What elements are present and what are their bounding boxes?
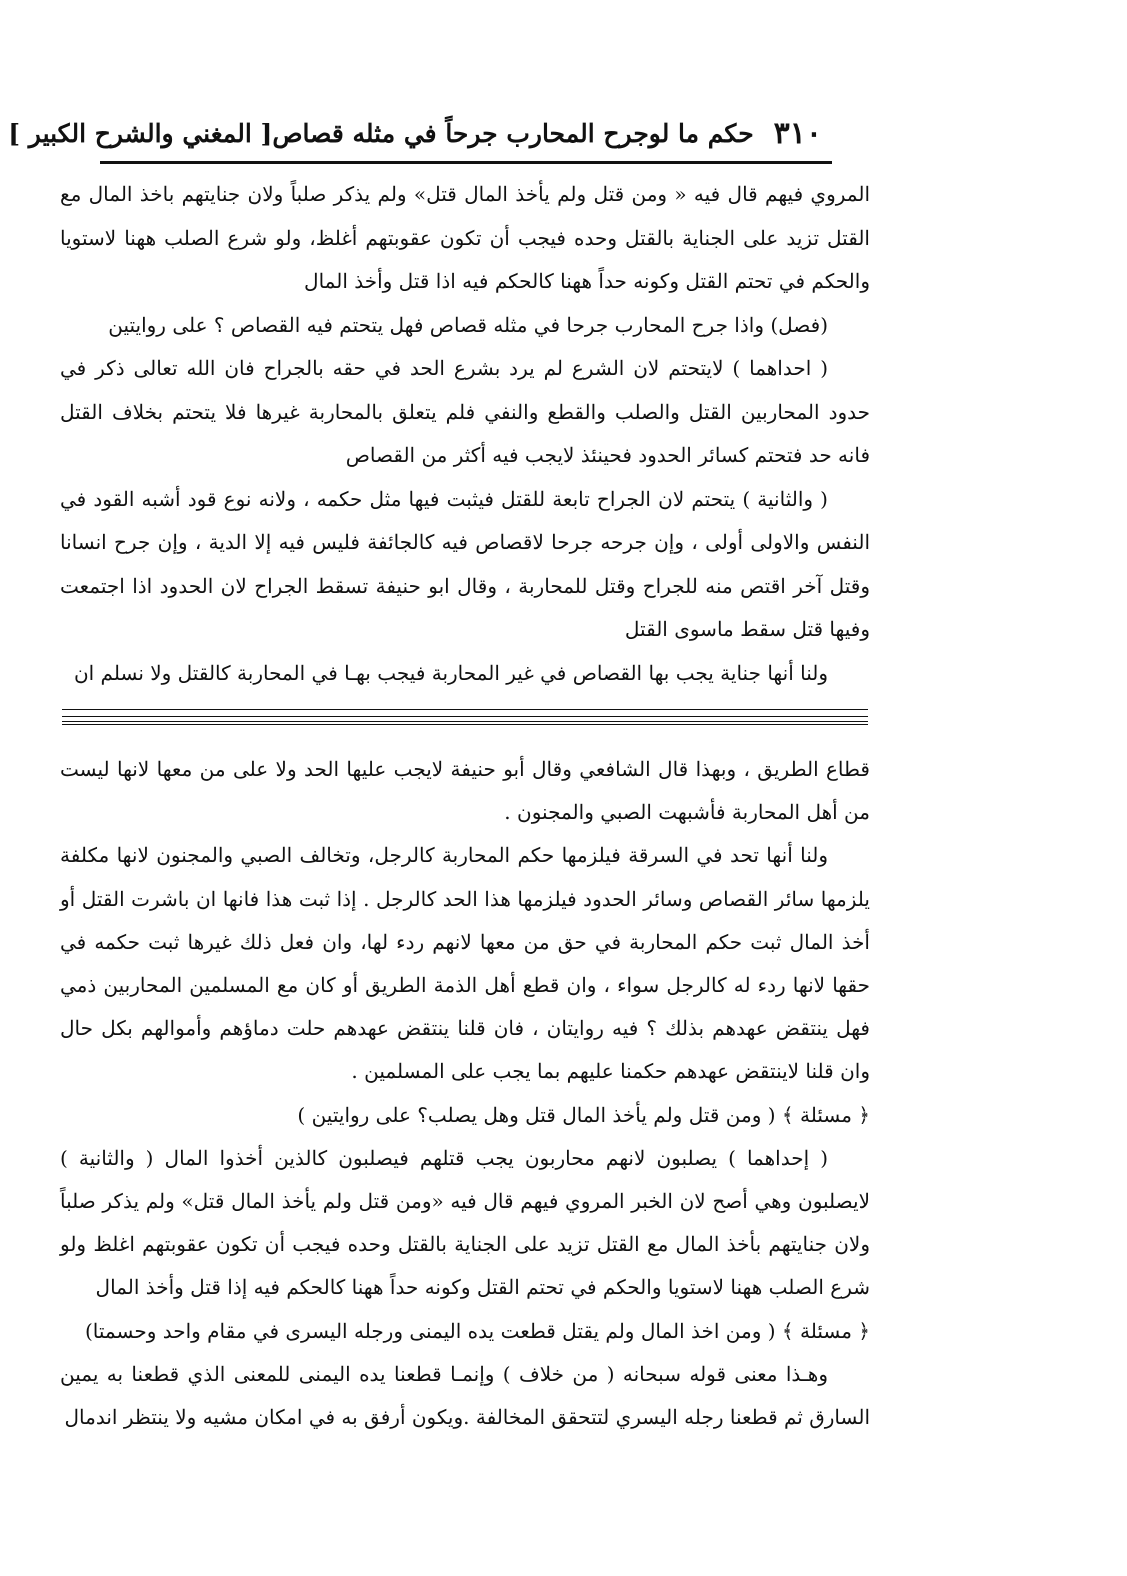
running-title: حكم ما لوجرح المحارب جرحاً في مثله قصاص	[272, 118, 754, 148]
paragraph: المروي فيهم قال فيه « ومن قتل ولم يأخذ المال قتل» ولم يذكر صلباً ولان جنايتهم باخذ المال مع القتل تزيد على الجناية بالقتل وحده فيجب أن تكون عقوبتهم أغلظ، ولو شرع الصلب ههنا لاستويا والحكم في تحتم القتل وكونه حداً ههنا كالحكم فيه اذا قتل وأخذ المال	[60, 182, 870, 293]
masala-heading: ﴿ مسئلة ﴾ ( ومن قتل ولم يأخذ المال قتل وهل يصلب؟ على روايتين )	[297, 1102, 870, 1127]
paragraph: (فصل) واذا جرح المحارب جرحا في مثله قصاص فهل يتحتم فيه القصاص ؟ على روايتين	[108, 312, 828, 337]
section-divider	[62, 721, 868, 725]
paragraph: ولنا أنها جناية يجب بها القصاص في غير المحاربة فيجب بهـا في المحاربة كالقتل ولا نسلم ان	[73, 660, 828, 685]
paragraph: ( والثانية ) يتحتم لان الجراح تابعة للقتل فيثبت فيها مثل حكمه ، ولانه نوع قود أشبه القود في النفس والاولى أولى ، وإن جرحه جرحا لاقصاص فيه كالجائفة فليس فيه إلا الدية ، وإن جرح انسانا وقتل آخر اقتص منه للجراح وقتل للمحاربة ، وقال ابو حنيفة تسقط الجراح لان الحدود اذا اجتمعت وفيها قتل سقط ماسوى القتل	[60, 486, 870, 641]
section-divider	[62, 709, 868, 710]
header-rule	[100, 161, 832, 164]
paragraph: قطاع الطريق ، وبهذا قال الشافعي وقال أبو حنيفة لايجب عليها الحد ولا على من معها لانها ليست من أهل المحاربة فأشبهت الصبي والمجنون .	[60, 757, 870, 825]
paragraph: وهـذا معنى قوله سبحانه ( من خلاف ) وإنمـا قطعنا يده اليمنى للمعنى الذي قطعنا به يمين السارق ثم قطعنا رجله اليسري لتتحقق المخالفة .ويكون أرفق به في امكان مشيه ولا ينتظر اندمال	[60, 1361, 870, 1430]
page-header	[8, 106, 822, 160]
lower-text-block	[60, 748, 870, 1439]
page-number: ٣١٠	[773, 115, 822, 151]
paragraph: ( احداهما ) لايتحتم لان الشرع لم يرد بشرع الحد في حقه بالجراح فان الله تعالى ذكر في حدود المحاربين القتل والصلب والقطع والنفي فلم يتعلق بالمحاربة غيرها فلا يتحتم بخلاف القتل فانه حد فتحتم كسائر الحدود فحينئذ لايجب فيه أكثر من القصاص	[60, 356, 870, 467]
paragraph: ( إحداهما ) يصلبون لانهم محاربون يجب قتلهم فيصلبون كالذين أخذوا المال ( والثانية ) لايصلبون وهي أصح لان الخبر المروي فيهم قال فيه «ومن قتل ولم يأخذ المال قتل» ولم يذكر صلباً ولان جنايتهم بأخذ المال مع القتل تزيد على الجناية بالقتل وحده فيجب أن تكون عقوبتهم اغلظ ولو شرع الصلب ههنا لاستويا والحكم في تحتم القتل وكونه حداً ههنا كالحكم فيه إذا قتل وأخذ المال	[60, 1145, 870, 1300]
book-title: [ المغني والشرح الكبير ]	[8, 118, 273, 148]
masala-heading: ﴿ مسئلة ﴾ ( ومن اخذ المال ولم يقتل قطعت يده اليمنى ورجله اليسرى في مقام واحد وحسمتا)	[85, 1318, 870, 1343]
section-divider	[62, 716, 868, 717]
upper-text-block	[60, 173, 870, 695]
paragraph: ولنا أنها تحد في السرقة فيلزمها حكم المحاربة كالرجل، وتخالف الصبي والمجنون لانها مكلفة يلزمها سائر القصاص وسائر الحدود فيلزمها هذا الحد كالرجل . إذا ثبت هذا فانها ان باشرت القتل أو أخذ المال ثبت حكم المحاربة في حق من معها لانهم ردء لها، وان فعل ذلك غيرها ثبت حكمه في حقها لانها ردء له كالرجل سواء ، وان قطع أهل الذمة الطريق أو كان مع المسلمين المحاربين ذمي فهل ينتقض عهدهم بذلك ؟ فيه روايتان ، فان قلنا ينتقض عهدهم حلت دماؤهم وأموالهم بكل حال وان قلنا لاينتقض عهدهم حكمنا عليهم بما يجب على المسلمين .	[60, 843, 870, 1084]
